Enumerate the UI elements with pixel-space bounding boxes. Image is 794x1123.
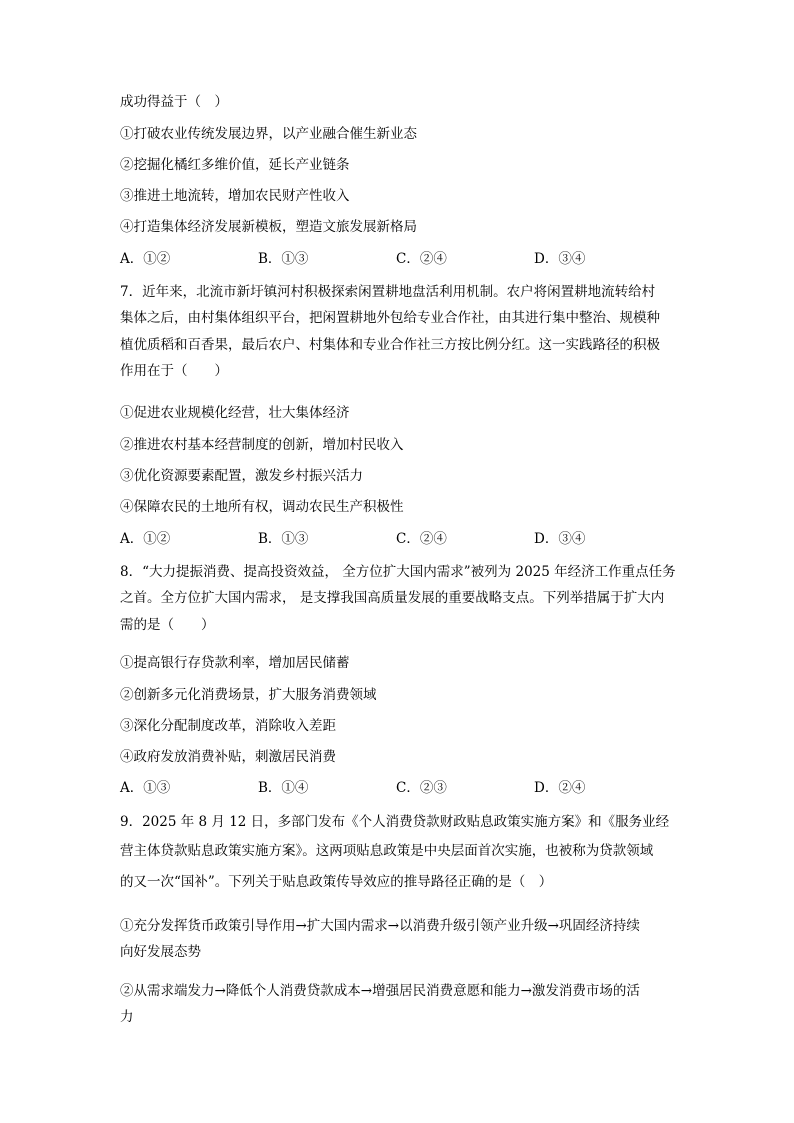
q8-option-b: B．①④ <box>258 780 309 796</box>
q6-item-2: ②挖掘化橘红多维价值，延长产业链条 <box>120 157 350 173</box>
q7-option-d: D．③④ <box>534 531 586 547</box>
q8-stem-line-1: 8．“大力提振消费、提高投资效益， 全方位扩大国内需求”被列为 2025 年经济工作重点任务 <box>120 564 676 580</box>
q7-stem-line-4: 作用在于（ ） <box>120 363 228 379</box>
q7-item-2: ②推进农村基本经营制度的创新，增加村民收入 <box>120 437 404 453</box>
q7-item-1: ①促进农业规模化经营，壮大集体经济 <box>120 405 350 421</box>
q7-stem-line-1: 7．近年来，北流市新圩镇河村积极探索闲置耕地盘活利用机制。农户将闲置耕地流转给村 <box>120 284 656 300</box>
q9-item-1-line-2: 向好发展态势 <box>120 944 201 960</box>
q7-option-a: A．①② <box>120 531 171 547</box>
q6-stem-tail: 成功得益于（ ） <box>120 94 228 110</box>
q6-option-c: C．②④ <box>396 251 447 267</box>
q8-stem-line-2: 之首。全方位扩大国内需求， 是支撑我国高质量发展的重要战略支点。下列举措属于扩大内 <box>120 590 665 606</box>
q8-option-c: C．②③ <box>396 780 447 796</box>
q6-item-1: ①打破农业传统发展边界，以产业融合催生新业态 <box>120 126 417 142</box>
q9-item-2-line-2: 力 <box>120 1009 134 1025</box>
q8-option-d: D．②④ <box>534 780 586 796</box>
q8-item-4: ④政府发放消费补贴，刺激居民消费 <box>120 749 336 765</box>
q9-stem-line-3: 的又一次“国补”。下列关于贴息政策传导效应的推导路径正确的是（ ） <box>120 874 553 890</box>
q6-option-a: A．①② <box>120 251 171 267</box>
q7-stem-line-2: 集体之后，由村集体组织平台，把闲置耕地外包给专业合作社，由其进行集中整治、规模种 <box>120 310 660 326</box>
q7-option-b: B．①③ <box>258 531 309 547</box>
q8-item-3: ③深化分配制度改革，消除收入差距 <box>120 718 336 734</box>
q7-item-4: ④保障农民的土地所有权，调动农民生产积极性 <box>120 499 404 515</box>
q9-item-2-line-1: ②从需求端发力→降低个人消费贷款成本→增强居民消费意愿和能力→激发消费市场的活 <box>120 983 640 999</box>
q9-stem-line-2: 营主体贷款贴息政策实施方案》。这两项贴息政策是中央层面首次实施，也被称为贷款领域 <box>120 843 654 859</box>
q6-options <box>120 250 680 268</box>
q7-option-c: C．②④ <box>396 531 447 547</box>
q7-stem-line-3: 植优质稻和百香果，最后农户、村集体和专业合作社三方按比例分红。这一实践路径的积极 <box>120 337 660 353</box>
q8-stem-line-3: 需的是（ ） <box>120 617 215 633</box>
q8-options <box>120 779 680 797</box>
q6-item-3: ③推进土地流转，增加农民财产性收入 <box>120 188 350 204</box>
q9-item-1-line-1: ①充分发挥货币政策引导作用→扩大国内需求→以消费升级引领产业升级→巩固经济持续 <box>120 918 640 934</box>
q6-option-b: B．①③ <box>258 251 309 267</box>
q7-item-3: ③优化资源要素配置，激发乡村振兴活力 <box>120 468 363 484</box>
q6-option-d: D．③④ <box>534 251 586 267</box>
q9-stem-line-1: 9．2025 年 8 月 12 日，多部门发布《个人消费贷款财政贴息政策实施方案》和《服务业经 <box>120 814 670 830</box>
q7-options <box>120 530 680 548</box>
q8-item-1: ①提高银行存贷款利率，增加居民储蓄 <box>120 655 350 671</box>
q8-item-2: ②创新多元化消费场景，扩大服务消费领域 <box>120 687 377 703</box>
q6-item-4: ④打造集体经济发展新模板，塑造文旅发展新格局 <box>120 219 417 235</box>
q8-option-a: A．①③ <box>120 780 171 796</box>
